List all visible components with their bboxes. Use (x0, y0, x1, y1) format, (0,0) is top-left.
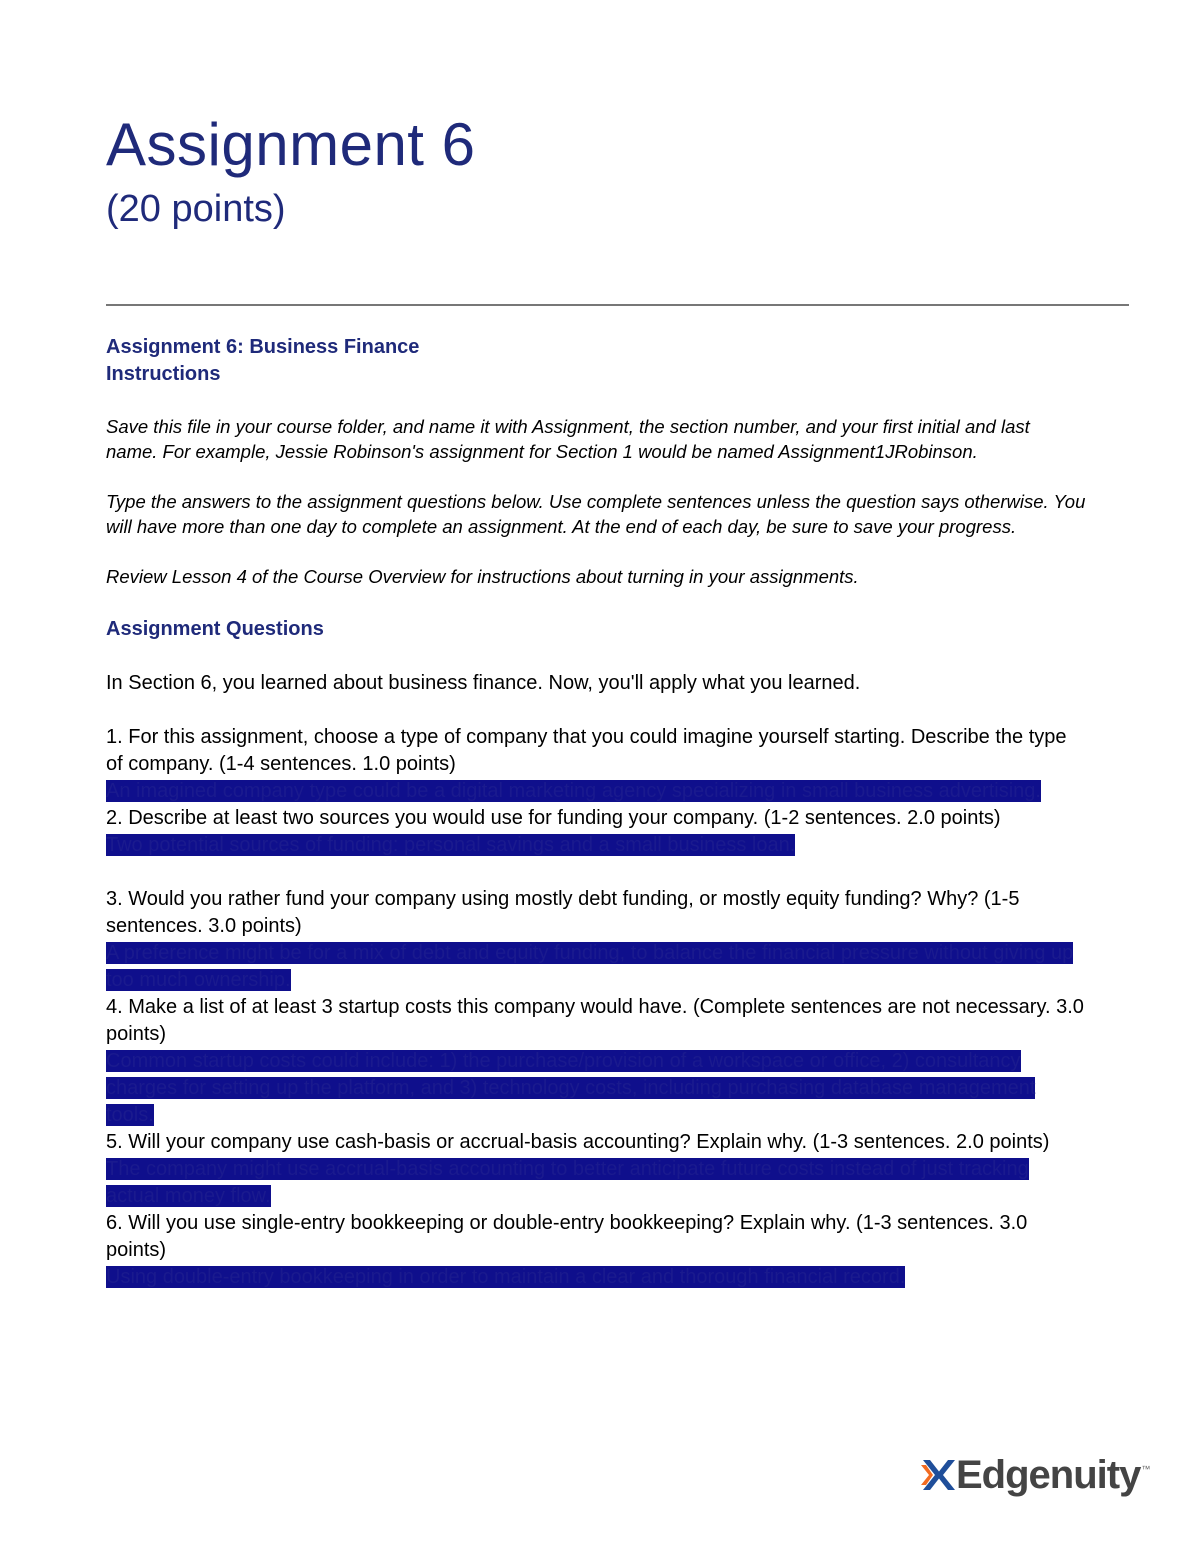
divider (106, 304, 1129, 306)
questions-heading: Assignment Questions (106, 618, 324, 640)
answer-text: A preference might be for a mix of debt and equity funding, to balance the financial pressure without giving up too much ownership. (106, 942, 1074, 991)
question-item (106, 724, 1086, 805)
question-text: 5. Will your company use cash-basis or accrual-basis accounting? Explain why. (1-3 sentences. 2.0 points) (106, 1131, 1050, 1153)
edgenuity-logo (920, 1450, 1150, 1500)
instructions (106, 414, 1086, 589)
answer-field[interactable] (106, 1156, 1086, 1210)
questions-list (106, 724, 1086, 1291)
answer-field[interactable] (106, 832, 1086, 859)
question-item (106, 994, 1086, 1129)
page-title: Assignment 6 (106, 111, 476, 178)
answer-text: Common startup costs could include: 1) the purchase/provision of a workspace or office, 2) consultancy charges for setting up the platform, and 3) technology costs, including purchasing database management tools. (106, 1050, 1036, 1126)
instruction-paragraph: Save this file in your course folder, and name it with Assignment, the section number, and your first initial and last name. For example, Jessie Robinson's assignment for Section 1 would be named Assignment1JRobinson. (106, 416, 1030, 462)
instructions-heading: Instructions (106, 363, 221, 385)
answer-text: An imagined company type could be a digital marketing agency specializing in small business advertising. (106, 780, 1041, 802)
question-text: 3. Would you rather fund your company using mostly debt funding, or mostly equity funding? Why? (1-5 sentences. 3.0 points) (106, 888, 1020, 937)
answer-field[interactable] (106, 1048, 1086, 1129)
document-body (106, 334, 1086, 1291)
question-text: 6. Will you use single-entry bookkeeping or double-entry bookkeeping? Explain why. (1-3 sentences. 3.0 points) (106, 1212, 1028, 1261)
instruction-paragraph: Type the answers to the assignment questions below. Use complete sentences unless the question says otherwise. You will have more than one day to complete an assignment. At the end of each day, be sure to save your progress. (106, 491, 1086, 537)
points-subtitle: (20 points) (106, 188, 286, 230)
instruction-paragraph: Review Lesson 4 of the Course Overview for instructions about turning in your assignments. (106, 566, 859, 587)
logo-wordmark: Edgenuity (956, 1452, 1141, 1497)
question-item (106, 1129, 1086, 1210)
trademark-symbol: ™ (1141, 1464, 1151, 1474)
answer-field[interactable] (106, 940, 1086, 994)
answer-field[interactable] (106, 1264, 1086, 1291)
question-text: 4. Make a list of at least 3 startup costs this company would have. (Complete sentences are not necessary. 3.0 points) (106, 996, 1084, 1045)
answer-text: Using double-entry bookkeeping in order to maintain a clear and thorough financial record. (106, 1266, 906, 1288)
question-text: 1. For this assignment, choose a type of company that you could imagine yourself starting. Describe the type of company. (1-4 sentences. 1.0 points) (106, 726, 1067, 775)
question-text: 2. Describe at least two sources you would use for funding your company. (1-2 sentences. 2.0 points) (106, 807, 1001, 829)
questions-intro: In Section 6, you learned about business finance. Now, you'll apply what you learned. (106, 672, 861, 694)
question-item (106, 886, 1086, 994)
section-title: Assignment 6: Business Finance (106, 336, 420, 358)
edgenuity-x-icon (920, 1457, 956, 1493)
answer-text: The company might use accrual-basis accounting to better anticipate future costs instead of just tracking actual money flow. (106, 1158, 1029, 1207)
question-item (106, 805, 1086, 859)
question-item (106, 1210, 1086, 1291)
answer-field[interactable] (106, 778, 1086, 805)
answer-text: Two potential sources of funding: personal savings and a small business loan. (106, 834, 796, 856)
